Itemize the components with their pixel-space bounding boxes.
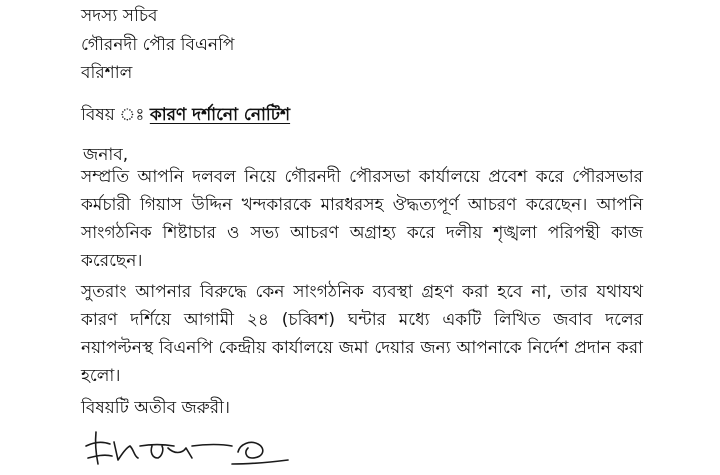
recipient-organization: গৌরনদী পৌর বিএনপি bbox=[81, 35, 235, 55]
subject-line bbox=[81, 104, 290, 126]
subject-label: বিষয় ঃ bbox=[81, 105, 150, 125]
body-paragraph-2: সুতরাং আপনার বিরুদ্ধে কেন সাংগঠনিক ব্যবস্থা গ্রহণ করা হবে না, তার যথাযথ কারণ দর্শিয়ে আগামী ২৪ (চব্বিশ) ঘন্টার মধ্যে একটি লিখিত জবাব দলের নয়াপল্টনস্থ বিএনপি কেন্দ্রীয় কার্যালয়ে জমা দেয়ার জন্য আপনাকে নির্দেশ প্রদান করা হলো। bbox=[81, 282, 643, 386]
closing-line: বিষয়টি অতীব জরুরী। bbox=[81, 398, 230, 418]
subject-title: কারণ দর্শানো নোটিশ bbox=[149, 105, 291, 125]
body-paragraph-1: সম্প্রতি আপনি দলবল নিয়ে গৌরনদী পৌরসভা কার্যালয়ে প্রবেশ করে পৌরসভার কর্মচারী গিয়াস উদ্দিন খন্দকারকে মারধরসহ ঔদ্ধত্যপূর্ণ আচরণ করেছেন। আপনি সাংগঠনিক শিষ্টাচার ও সভ্য আচরণ অগ্রাহ্য করে দলীয় শৃঙ্খলা পরিপন্থী কাজ করেছেন। bbox=[81, 167, 643, 271]
signature-icon bbox=[82, 424, 292, 472]
salutation: জনাব, bbox=[83, 145, 129, 165]
recipient-location: বরিশাল bbox=[81, 63, 133, 83]
recipient-designation: সদস্য সচিব bbox=[81, 6, 158, 26]
